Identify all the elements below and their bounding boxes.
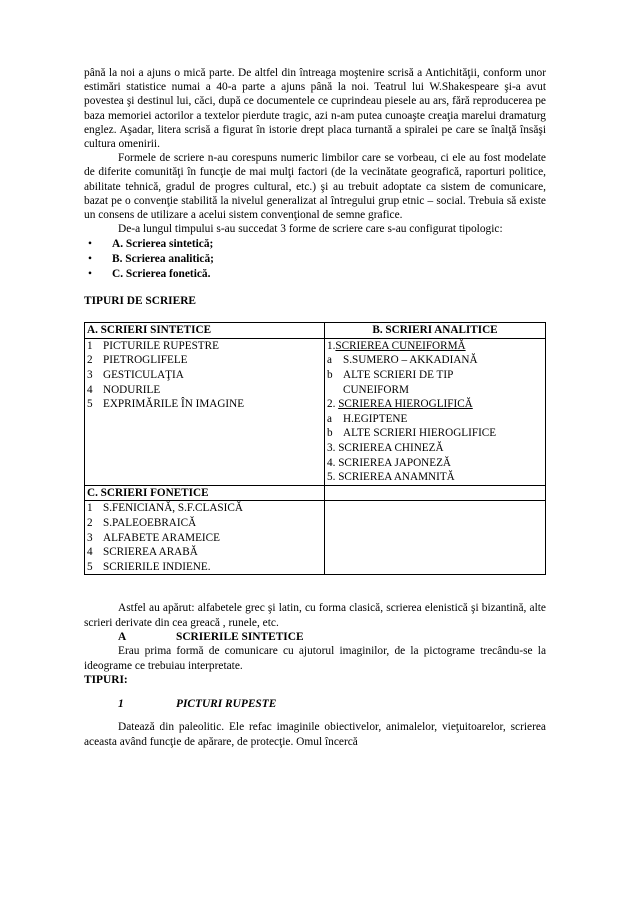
list-item: • C. Scrierea fonetică. xyxy=(88,267,211,280)
document-page xyxy=(84,66,546,749)
writing-types-table xyxy=(84,322,546,575)
cuneiform-item: 1.SCRIEREA CUNEIFORMĂ xyxy=(327,339,466,352)
list-item: a H.EGIPTENE xyxy=(327,412,408,425)
bullet-icon: • xyxy=(88,267,92,280)
list-item: b ALTE SCRIERI DE TIP xyxy=(327,369,454,381)
table-row xyxy=(85,485,546,501)
subsection-title: PICTURI RUPESTE xyxy=(176,698,277,711)
list-item: 1 PICTURILE RUPESTRE xyxy=(87,339,219,352)
table-row xyxy=(85,323,546,339)
anamnita-item: 5. SCRIEREA ANAMNITĂ xyxy=(327,471,455,484)
list-item-continuation: CUNEIFORM xyxy=(343,383,409,396)
table-row xyxy=(85,501,546,575)
empty-cell xyxy=(325,485,546,501)
typology-paragraph: De-a lungul timpului s-au succedat 3 forme de scriere care s-au configurat tipologic: xyxy=(118,223,503,236)
list-item: 4 SCRIEREA ARABĂ xyxy=(87,546,198,559)
list-item: 2 S.PALEOEBRAICĂ xyxy=(87,516,197,529)
alphabets-paragraph: Astfel au apărut: alfabetele grec şi latin, cu forma clasică, scrierea elenistică şi bizantină, alte scrieri derivate din cea greacă , runele, etc. xyxy=(84,602,546,629)
list-item: 3 GESTICULAŢIA xyxy=(87,369,184,381)
bullet-icon: • xyxy=(88,253,92,266)
list-item: 3 ALFABETE ARAMEICE xyxy=(87,531,220,544)
list-item: • B. Scrierea analitică; xyxy=(88,253,214,266)
types-heading: TIPURI DE SCRIERE xyxy=(84,295,197,308)
phonetic-cell xyxy=(85,501,325,575)
section-title: SCRIERILE SINTETICE xyxy=(176,630,304,643)
phonetic-header: C. SCRIERI FONETICE xyxy=(85,485,325,501)
analytic-cell xyxy=(325,338,546,485)
intro-paragraph: până la noi a ajuns o mică parte. De altfel din întreaga moştenire scrisă a Antichităţii, conform unor estimări statistice numai a 40-a parte a ajuns până la noi. Teatrul lui W.Shakespeare şi-a avut povestea şi destinul lui, căci, după ce documentele ce cuprindeau piesele au ars, fără reproducerea pe baza memoriei actorilor a textelor pierdute tragic, azi n-am putea cunoaşte creaţia marelui dramaturg englez. Aşadar, litera scrisă a figurat în istorie drept placa turnantă a spiralei pe care se înalţă însăşi cultura omenirii. xyxy=(84,67,546,151)
list-item: 4 NODURILE xyxy=(87,383,161,396)
forms-paragraph: Formele de scriere n-au corespuns numeric limbilor care se vorbeau, ci ele au fost modelate de diferite comunităţi în funcţie de mai mulţi factori (de la vecinătate geografică, raporturi politice, abilitate tehnică, gradul de progres cultural, etc.) şi au trebuit adoptate ca sistem de comunicare, bazat pe o convenţie stabilită la nivelul generalizat al întregului grup etnic – social. Trebuia să existe un consens de utilizare a acelui sistem convenţional de semne grafice. xyxy=(84,152,546,222)
list-item: 2 PIETROGLIFELE xyxy=(87,354,188,367)
synthetic-cell xyxy=(85,338,325,485)
table-row xyxy=(85,338,546,485)
synthetic-header: A. SCRIERI SINTETICE xyxy=(85,323,325,339)
empty-cell xyxy=(325,501,546,575)
writing-forms-list xyxy=(84,237,546,281)
section-symbol: A xyxy=(118,630,127,643)
list-item: • A. Scrierea sintetică; xyxy=(88,238,214,251)
subsection-heading xyxy=(118,697,546,712)
last-paragraph: Datează din paleolitic. Ele refac imaginile obiectivelor, animalelor, vieţuitoarelor, scrierea aceasta având funcţie de apărare, de protecţie. Omul încercă xyxy=(84,721,546,748)
analytic-header: B. SCRIERI ANALITICE xyxy=(325,323,546,339)
list-item: b ALTE SCRIERI HIEROGLIFICE xyxy=(327,427,497,440)
list-item: 1 S.FENICIANĂ, S.F.CLASICĂ xyxy=(87,502,243,515)
list-item: a S.SUMERO – AKKADIANĂ xyxy=(327,354,478,367)
section-paragraph: Erau prima formă de comunicare cu ajutorul imaginilor, de la pictograme trecându-se la ideograme ce trebuiau interpretate. xyxy=(84,645,546,672)
tipuri-label: TIPURI: xyxy=(84,673,128,686)
list-item: 5 EXPRIMĂRILE ÎN IMAGINE xyxy=(87,398,245,411)
japanese-item: 4. SCRIEREA JAPONEZĂ xyxy=(327,456,452,469)
hieroglyphic-item: 2. SCRIEREA HIEROGLIFICĂ xyxy=(327,398,473,411)
subsection-symbol: 1 xyxy=(118,698,124,711)
bullet-icon: • xyxy=(88,238,92,251)
section-heading xyxy=(118,630,546,645)
chinese-item: 3. SCRIEREA CHINEZĂ xyxy=(327,441,444,454)
list-item: 5 SCRIERILE INDIENE. xyxy=(87,560,211,573)
